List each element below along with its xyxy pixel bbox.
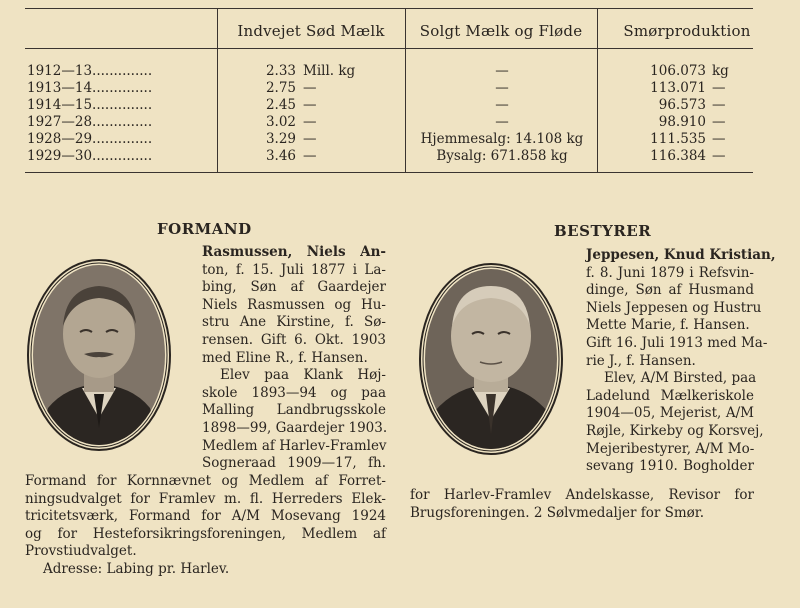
portrait-formand-icon <box>26 258 172 452</box>
formand-heading: FORMAND <box>157 220 252 238</box>
bio-line: ton, f. 15. Juli 1877 i La- <box>202 261 386 278</box>
portrait-bestyrer-icon <box>418 262 564 456</box>
butter-value: 111.535 <box>650 131 706 147</box>
butter-unit: — <box>712 114 726 130</box>
period-cell: 1914—15.............. <box>27 97 153 113</box>
sold-value: — <box>495 114 509 130</box>
milk-unit: — <box>303 131 317 147</box>
milk-value: 2.33 <box>265 63 296 79</box>
milk-unit: — <box>303 148 317 164</box>
bio-line: f. 8. Juni 1879 i Refsvin- <box>586 264 754 281</box>
sold-value: — <box>495 63 509 79</box>
bestyrer-bio-wide <box>410 487 754 522</box>
bio-line: Provstiudvalget. <box>25 543 137 560</box>
table-row <box>0 63 800 81</box>
bio-line: med Eline R., f. Hansen. <box>202 349 368 366</box>
bio-line: ningsudvalget for Framlev m. fl. Herreders Elek- <box>25 490 386 507</box>
table-bottom-rule <box>25 172 753 173</box>
bio-line: sevang 1910. Bogholder <box>586 458 754 475</box>
bio-line: bing, Søn af Gaardejer <box>202 279 386 296</box>
milk-value: 2.45 <box>265 97 296 113</box>
bio-line: rie J., f. Hansen. <box>586 352 696 369</box>
milk-value: 3.29 <box>265 131 296 147</box>
table-row <box>0 131 800 149</box>
formand-bio-narrow <box>202 244 386 473</box>
period-cell: 1929—30.............. <box>27 148 153 164</box>
header-butter: Smørproduktion <box>623 22 751 40</box>
milk-value: 3.02 <box>265 114 296 130</box>
bio-line: og for Hesteforsikringsforeningen, Medlem af <box>25 525 386 542</box>
header-milk: Indvejet Sød Mælk <box>237 22 385 40</box>
bio-line: Medlem af Harlev-Framlev <box>202 437 387 454</box>
bio-line: stru Ane Kirstine, f. Sø- <box>202 314 386 331</box>
table-row <box>0 97 800 115</box>
sold-value: — <box>495 97 509 113</box>
period-cell: 1928—29.............. <box>27 131 153 147</box>
milk-value: 3.46 <box>265 148 296 164</box>
butter-value: 98.910 <box>658 114 706 130</box>
bio-line: 1904—05, Mejerist, A/M <box>586 405 754 422</box>
bio-line: Ladelund Mælkeriskole <box>586 387 754 404</box>
milk-unit: Mill. kg <box>303 63 356 79</box>
bio-line: Elev, A/M Birsted, paa <box>604 370 757 387</box>
bio-line: Gift 16. Juli 1913 med Ma- <box>586 334 768 351</box>
bio-line: for Harlev-Framlev Andelskasse, Revisor for <box>410 487 754 503</box>
table-top-rule <box>25 8 753 9</box>
bio-line: Røjle, Kirkeby og Korsvej, <box>586 422 764 439</box>
milk-value: 2.75 <box>265 80 296 96</box>
formand-bio-wide <box>25 473 386 579</box>
table-row <box>0 148 800 166</box>
sold-value: Bysalg: 671.858 kg <box>436 148 568 164</box>
butter-unit: — <box>712 148 726 164</box>
butter-unit: — <box>712 80 726 96</box>
bio-line: Rasmussen, Niels An- <box>202 244 386 260</box>
butter-unit: — <box>712 97 726 113</box>
bio-line: skole 1893—94 og paa <box>202 384 386 401</box>
bio-line: rensen. Gift 6. Okt. 1903 <box>202 331 386 348</box>
bio-line: Brugsforeningen. 2 Sølvmedaljer for Smør. <box>410 504 705 521</box>
bio-line: Mejeribestyrer, A/M Mo- <box>586 440 755 457</box>
bio-line: Formand for Kornnævnet og Medlem af Forret- <box>25 473 386 489</box>
bio-line: Malling Landbrugsskole <box>202 402 386 419</box>
period-cell: 1912—13.............. <box>27 63 153 79</box>
milk-unit: — <box>303 80 317 96</box>
butter-unit: kg <box>712 63 729 79</box>
bio-line: dinge, Søn af Husmand <box>586 282 754 299</box>
table-header-rule <box>25 48 753 49</box>
bio-line: Elev paa Klank Høj- <box>220 367 386 384</box>
sold-value: Hjemmesalg: 14.108 kg <box>420 131 584 147</box>
bio-line: Jeppesen, Knud Kristian, <box>586 247 776 263</box>
bio-line: Mette Marie, f. Hansen. <box>586 317 750 334</box>
bio-line: 1898—99, Gaardejer 1903. <box>202 419 388 436</box>
bio-line: tricitetsværk, Formand for A/M Mosevang 1924 <box>25 508 386 525</box>
table-row <box>0 114 800 132</box>
butter-value: 106.073 <box>650 63 706 79</box>
milk-unit: — <box>303 114 317 130</box>
bio-line: Sogneraad 1909—17, fh. <box>202 455 386 472</box>
sold-value: — <box>495 80 509 96</box>
butter-value: 96.573 <box>658 97 706 113</box>
bestyrer-bio-narrow <box>586 247 776 476</box>
table-row <box>0 80 800 98</box>
period-cell: 1913—14.............. <box>27 80 153 96</box>
milk-unit: — <box>303 97 317 113</box>
period-cell: 1927—28.............. <box>27 114 153 130</box>
bio-line: Niels Rasmussen og Hu- <box>202 296 386 313</box>
butter-value: 116.384 <box>650 148 706 164</box>
bio-line: Niels Jeppesen og Hustru <box>586 299 762 316</box>
bestyrer-heading: BESTYRER <box>554 222 652 240</box>
header-sold: Solgt Mælk og Fløde <box>419 22 583 40</box>
butter-unit: — <box>712 131 726 147</box>
address-line: Adresse: Labing pr. Harlev. <box>43 560 230 577</box>
butter-value: 113.071 <box>650 80 706 96</box>
